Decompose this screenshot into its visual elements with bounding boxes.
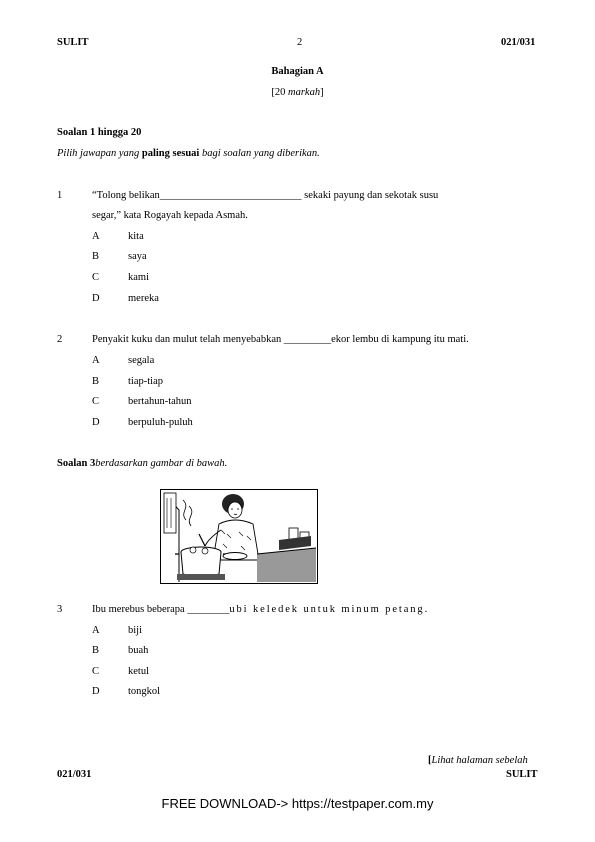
option-text: tiap-tiap xyxy=(128,376,163,387)
turn-page-note: [Lihat halaman sebelah xyxy=(428,755,528,766)
option-letter: D xyxy=(92,686,100,697)
option-letter: D xyxy=(92,417,100,428)
question-1-text: “Tolong belikan___________________________ sekaki payung dan sekotak susu xyxy=(92,190,439,201)
footer-sulit: SULIT xyxy=(506,769,538,780)
footer-code: 021/031 xyxy=(57,769,92,780)
option-text: segala xyxy=(128,355,155,366)
picture-instruction: Soalan 3berdasarkan gambar di bawah. xyxy=(57,458,228,469)
question-range: Soalan 1 hingga 20 xyxy=(57,127,142,138)
section-marks: [20 markah] xyxy=(271,87,324,98)
option-letter: C xyxy=(92,272,100,283)
option-letter: B xyxy=(92,251,100,262)
question-2-number: 2 xyxy=(57,334,63,345)
question-1-text-cont: segar,” kata Rogayah kepada Asmah. xyxy=(92,210,248,221)
header-code: 021/031 xyxy=(501,37,536,48)
question-3-text: Ibu merebus beberapa ________ubi keledek untuk minum petang. xyxy=(92,604,430,615)
option-text: kita xyxy=(128,231,144,242)
option-letter: C xyxy=(92,666,100,677)
option-text: tongkol xyxy=(128,686,161,697)
option-text: ketul xyxy=(128,666,149,677)
section-title: Bahagian A xyxy=(271,66,324,77)
option-text: berpuluh-puluh xyxy=(128,417,193,428)
option-text: kami xyxy=(128,272,149,283)
option-letter: D xyxy=(92,293,100,304)
option-text: saya xyxy=(128,251,147,262)
question-2-text: Penyakit kuku dan mulut telah menyebabkan _________ekor lembu di kampung itu mati. xyxy=(92,334,469,345)
download-link[interactable]: FREE DOWNLOAD-> https://testpaper.com.my xyxy=(161,796,434,811)
option-text: bertahun-tahun xyxy=(128,396,192,407)
option-letter: A xyxy=(92,625,100,636)
option-letter: A xyxy=(92,231,100,242)
page-number: 2 xyxy=(297,37,303,48)
instruction-line: Pilih jawapan yang paling sesuai bagi soalan yang diberikan. xyxy=(57,148,320,159)
option-letter: A xyxy=(92,355,100,366)
header-sulit: SULIT xyxy=(57,37,89,48)
question-1-number: 1 xyxy=(57,190,63,201)
kitchen-illustration xyxy=(160,489,318,584)
option-letter: B xyxy=(92,376,100,387)
option-letter: C xyxy=(92,396,100,407)
option-text: biji xyxy=(128,625,143,636)
option-text: mereka xyxy=(128,293,159,304)
option-text: buah xyxy=(128,645,149,656)
question-3-number: 3 xyxy=(57,604,63,615)
option-letter: B xyxy=(92,645,100,656)
